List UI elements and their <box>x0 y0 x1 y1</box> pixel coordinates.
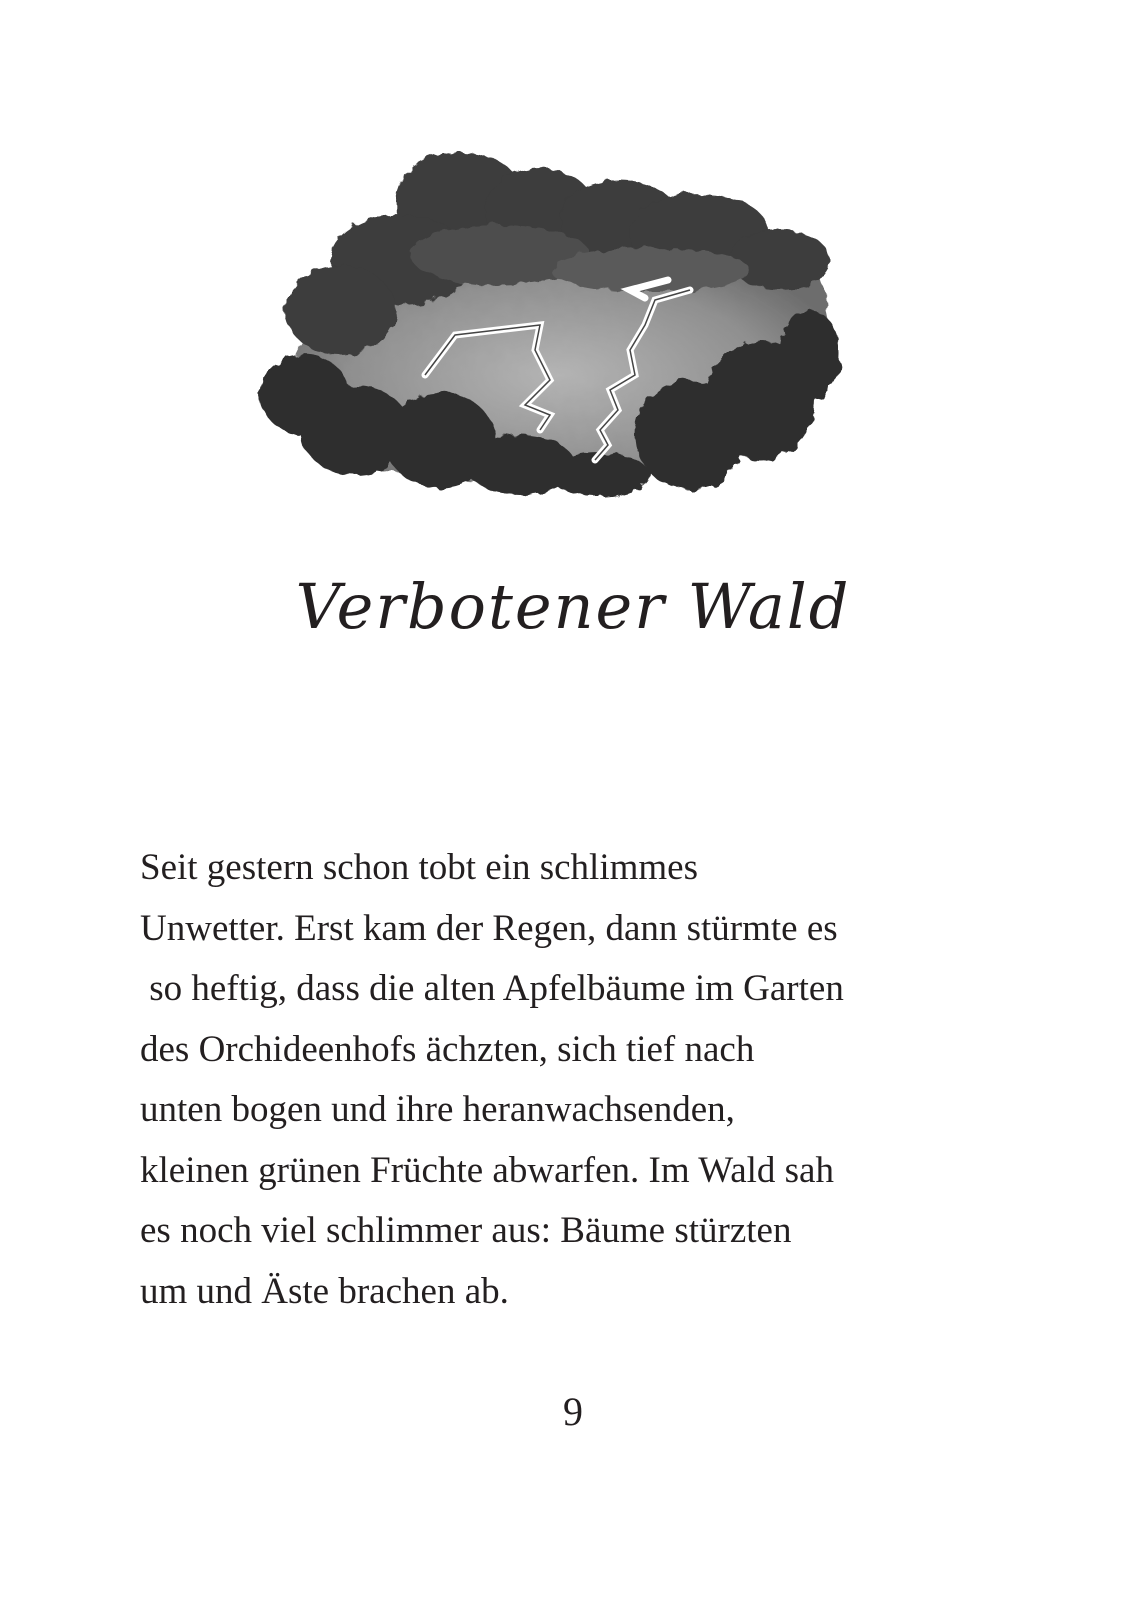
chapter-title: Verbotener Wald <box>295 570 851 643</box>
page-number: 9 <box>563 1389 583 1434</box>
body-line: unten bogen und ihre heranwachsenden, <box>140 1089 735 1130</box>
body-line: des Orchideenhofs ächzten, sich tief nach <box>140 1028 755 1070</box>
storm-cloud-lightning-illustration <box>250 140 850 510</box>
body-line: so heftig, dass die alten Apfelbäume im Garten <box>140 968 844 1009</box>
body-line: kleinen grünen Früchte abwarfen. Im Wald sah <box>140 1149 834 1191</box>
body-line: Unwetter. Erst kam der Regen, dann stürmte es <box>140 907 838 949</box>
body-line: es noch viel schlimmer aus: Bäume stürzten <box>140 1210 792 1251</box>
body-paragraph <box>140 838 1020 1322</box>
storm-cloud-lightning-icon <box>250 140 850 510</box>
body-line: Seit gestern schon tobt ein schlimmes <box>140 847 698 888</box>
body-line: um und Äste brachen ab. <box>140 1270 509 1312</box>
